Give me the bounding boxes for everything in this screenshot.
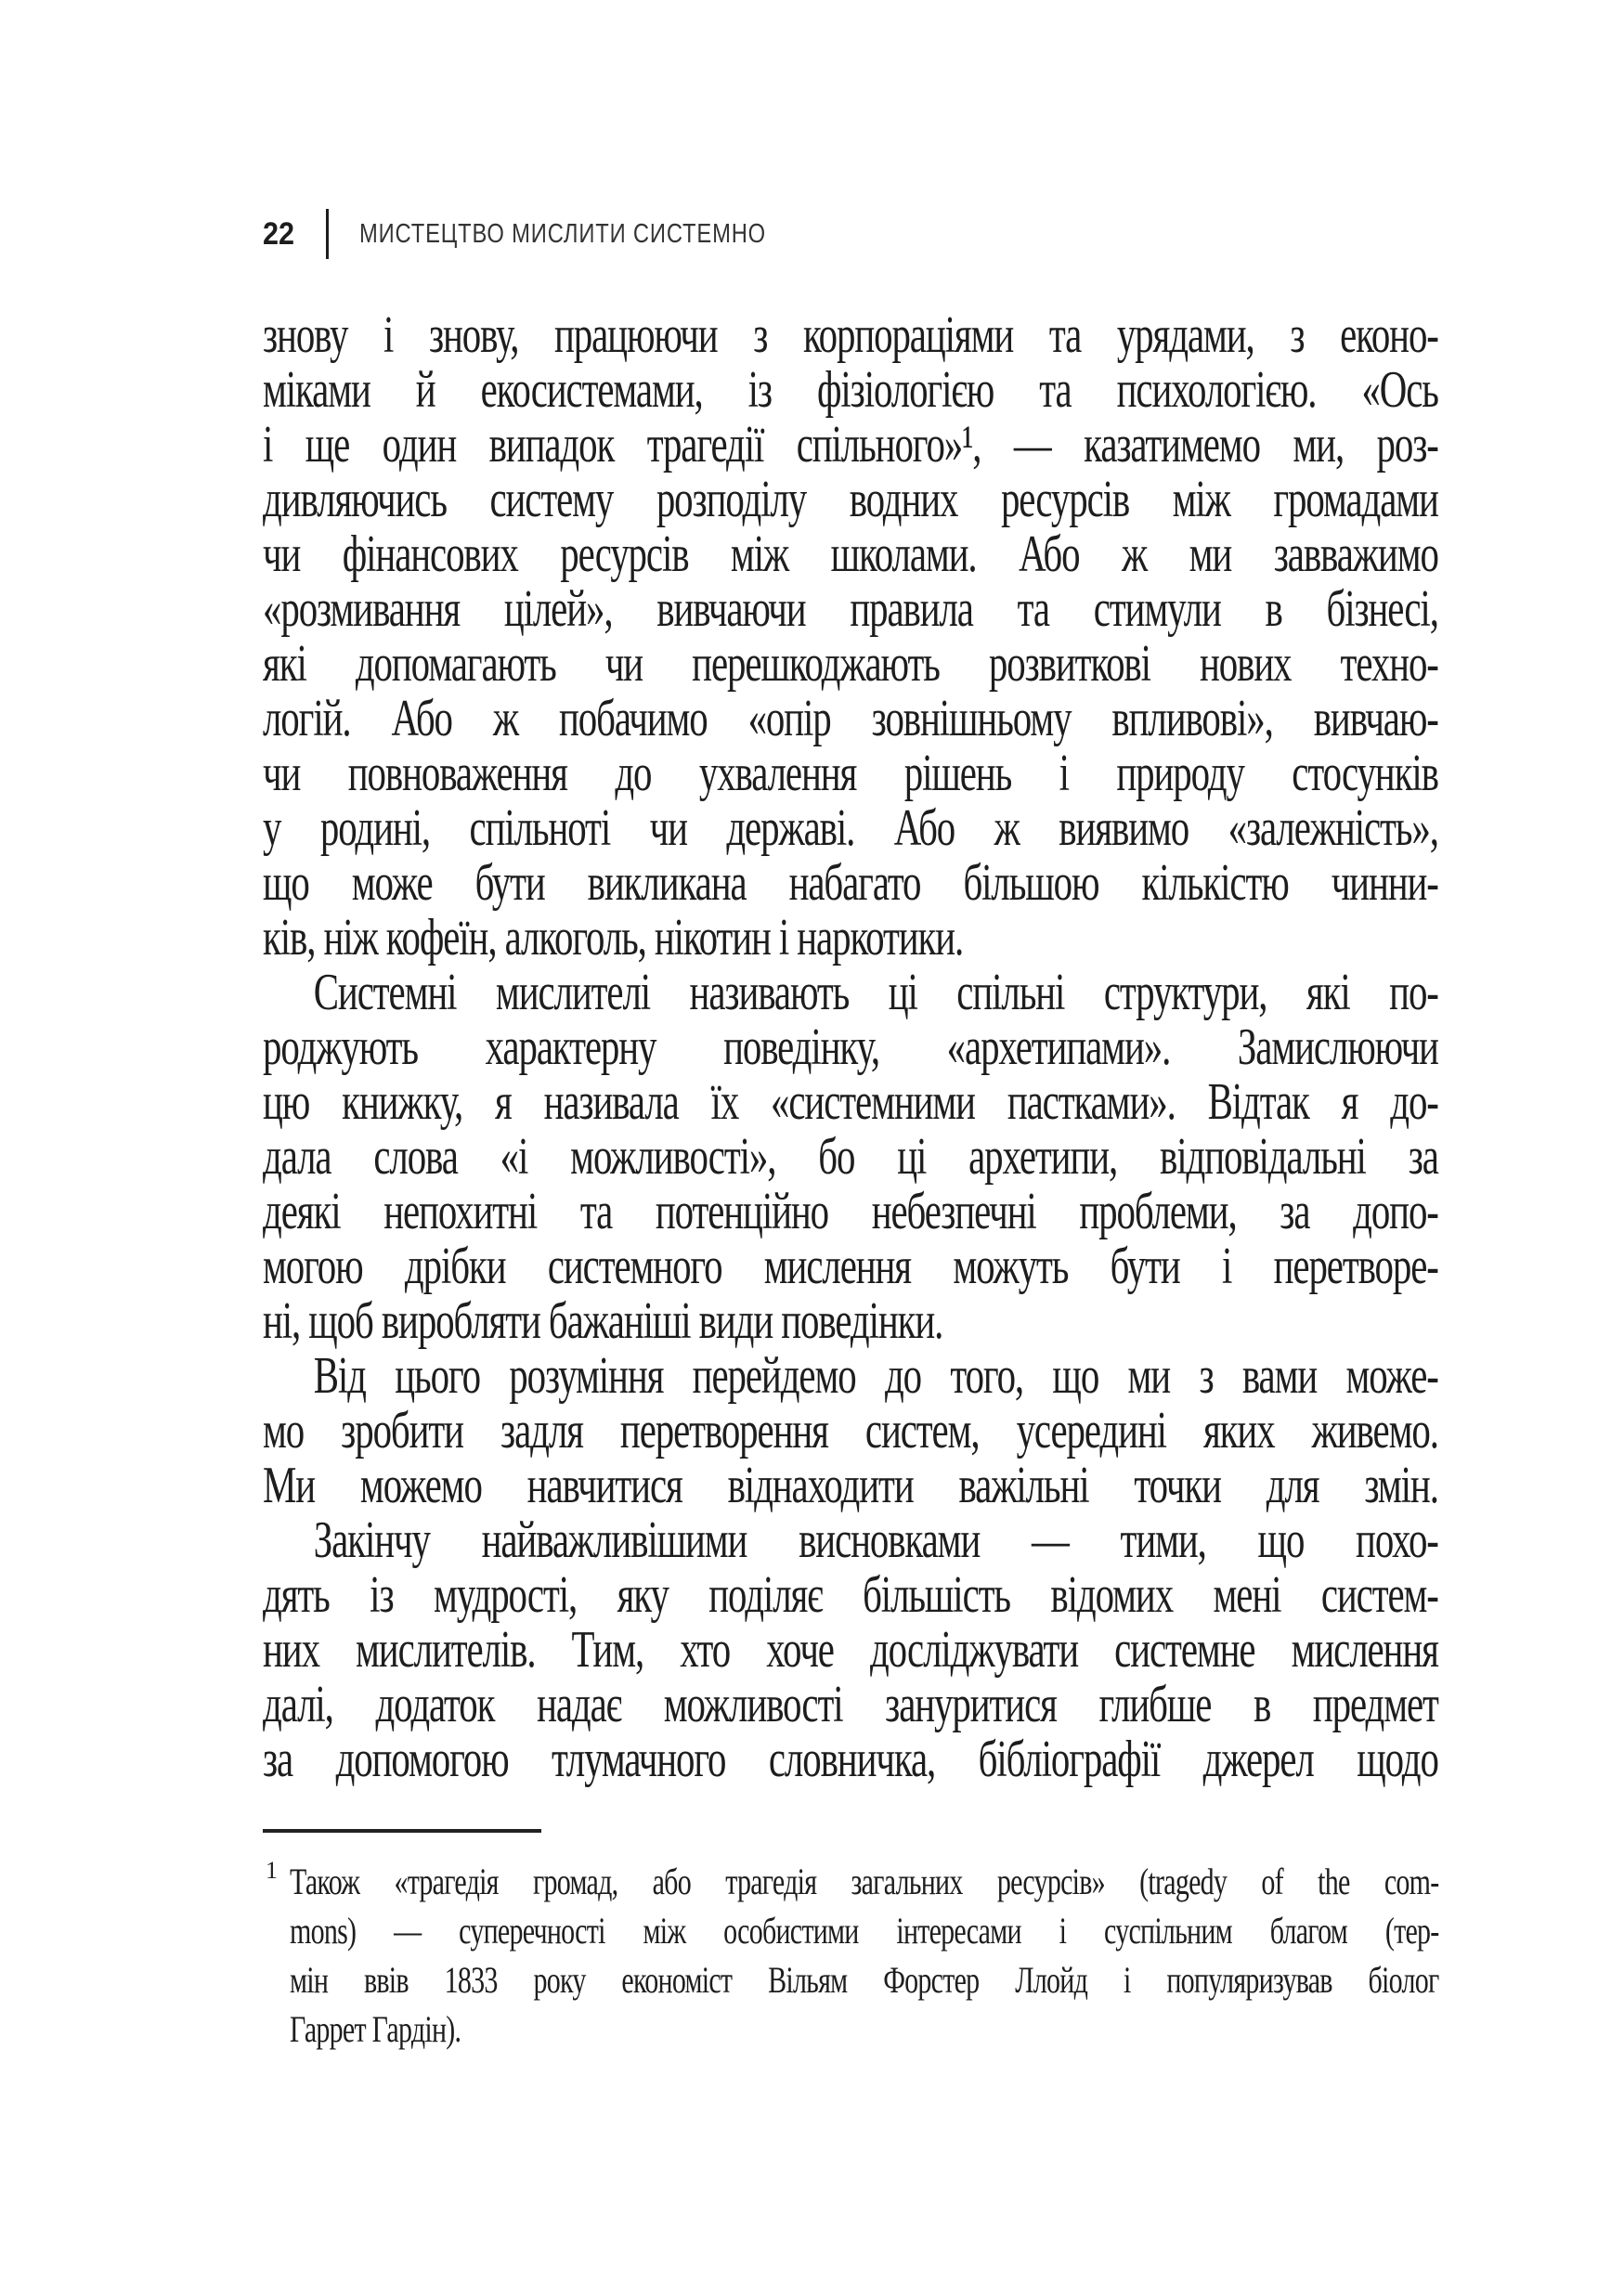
text-line: що може бути викликана набагато більшою кількістю чинни- xyxy=(263,854,1438,912)
page-header xyxy=(263,206,855,262)
text-line: деякі непохитні та потенційно небезпечні проблеми, за допо- xyxy=(263,1183,1438,1240)
text-line: знову і знову, працюючи з корпораціями та урядами, з еконо- xyxy=(263,306,1438,364)
text-line: Також «трагедія громад, або трагедія загальних ресурсів» (tragedy of the com- xyxy=(290,1861,1439,1902)
text-line: чи повноваження до ухвалення рішень і природу стосунків xyxy=(263,745,1438,802)
paragraph xyxy=(263,966,1438,1349)
footnote-marker: 1 xyxy=(266,1857,278,1884)
text-line: чи фінансових ресурсів між школами. Або ж ми завважимо xyxy=(263,525,1438,583)
text-line: далі, додаток надає можливості зануритися глибше в предмет xyxy=(263,1676,1438,1733)
footnote xyxy=(263,1857,1451,2054)
paragraph xyxy=(263,308,1438,966)
text-line: дивляючись систему розподілу водних ресурсів між громадами xyxy=(263,471,1438,528)
text-line: ні, щоб виробляти бажаніші види поведінки. xyxy=(263,1292,943,1350)
text-line: мо зробити задля перетворення систем, усередині яких живемо. xyxy=(263,1402,1438,1459)
text-line: Закінчу найважливішими висновками — тими, що похо- xyxy=(313,1511,1438,1569)
text-line: ків, ніж кофеїн, алкоголь, нікотин і наркотики. xyxy=(263,909,964,966)
text-line: «розмивання цілей», вивчаючи правила та стимули в бізнесі, xyxy=(263,580,1438,638)
text-line: у родині, спільноті чи державі. Або ж виявимо «залежність», xyxy=(263,799,1438,857)
paragraph xyxy=(263,1349,1438,1513)
text-line: дять із мудрості, яку поділяє більшість відомих мені систем- xyxy=(263,1566,1438,1624)
text-line: дала слова «і можливості», бо ці архетипи, відповідальні за xyxy=(263,1128,1438,1186)
page-number: 22 xyxy=(263,215,295,252)
footnote-rule xyxy=(263,1829,541,1833)
text-line: могою дрібки системного мислення можуть бути і перетворе- xyxy=(263,1238,1438,1295)
running-title: МИСТЕЦТВО МИСЛИТИ СИСТЕМНО xyxy=(358,218,766,249)
text-line: mons) — суперечності між особистими інтересами і суспільним благом (тер- xyxy=(290,1910,1439,1952)
text-line: логій. Або ж побачимо «опір зовнішньому впливові», вивчаю- xyxy=(263,690,1438,747)
text-line: і ще один випадок трагедії спільного»¹, — казатимемо ми, роз- xyxy=(263,416,1438,473)
text-line: Від цього розуміння перейдемо до того, що ми з вами може- xyxy=(313,1347,1438,1405)
text-line: за допомогою тлумачного словничка, бібліографії джерел щодо xyxy=(263,1731,1438,1788)
footnote-text xyxy=(290,1857,1439,2054)
header-divider xyxy=(326,209,329,259)
text-line: міками й екосистемами, із фізіологією та психологією. «Ось xyxy=(263,361,1438,419)
text-line: Ми можемо навчитися віднаходити важільні точки для змін. xyxy=(263,1457,1438,1514)
text-line: роджують характерну поведінку, «архетипами». Замислюючи xyxy=(263,1018,1438,1076)
text-line: мін ввів 1833 року економіст Вільям Форстер Ллойд і популяризував біолог xyxy=(290,1959,1439,2001)
text-line: них мислителів. Тим, хто хоче досліджувати системне мислення xyxy=(263,1621,1438,1679)
text-line: які допомагають чи перешкоджають розвиткові нових техно- xyxy=(263,635,1438,693)
text-line: цю книжку, я називала їх «системними пастками». Відтак я до- xyxy=(263,1073,1438,1131)
paragraph xyxy=(263,1513,1438,1787)
body-text xyxy=(263,308,1438,1787)
text-line: Системні мислителі називають ці спільні структури, які по- xyxy=(313,964,1438,1021)
text-line: Гаррет Гардін). xyxy=(290,2008,461,2050)
